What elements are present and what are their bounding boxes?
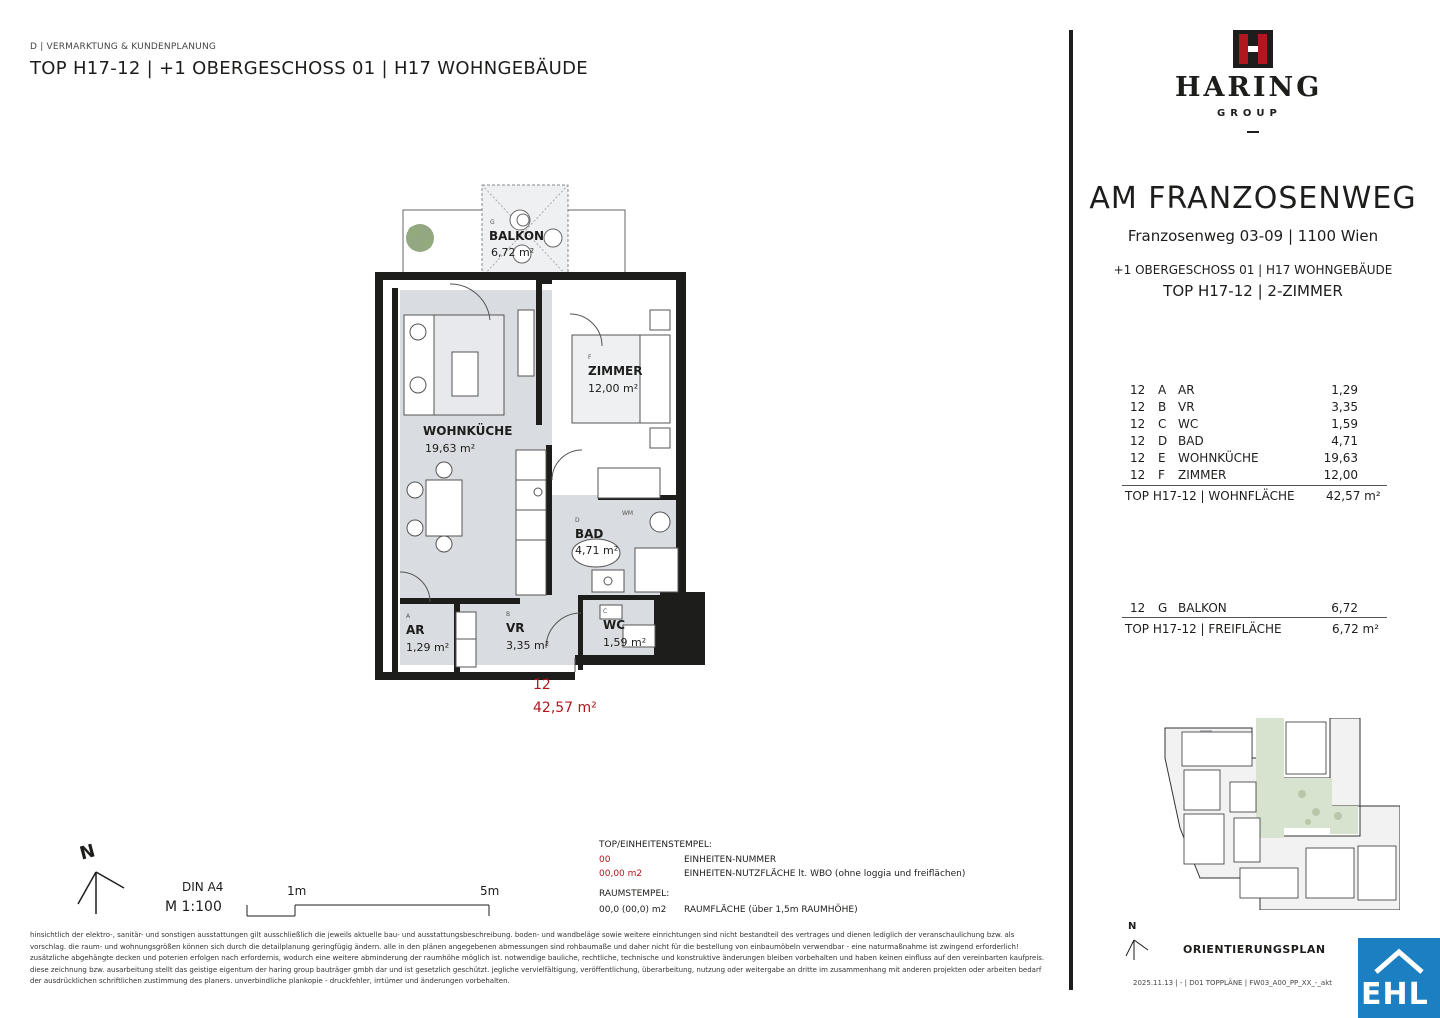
scale-mark-1m: 1m xyxy=(287,884,307,898)
table-rule xyxy=(1122,617,1387,618)
room-letter-wc: C xyxy=(603,608,608,615)
row-nr: 12 xyxy=(1130,434,1146,448)
legend-code-area xyxy=(599,869,642,879)
row-letter: F xyxy=(1158,468,1165,482)
unit-area: 42,57 m² xyxy=(533,700,597,716)
row-room: WOHNKÜCHE xyxy=(1178,451,1259,465)
scale-ratio: M 1:100 xyxy=(165,899,222,915)
legend-room-code: 00,0 (00,0) m2 xyxy=(599,905,667,915)
brand-subtitle: GROUP xyxy=(1217,108,1282,119)
row-nr: 12 xyxy=(1130,400,1146,414)
row-area: 4,71 xyxy=(1331,434,1358,448)
table-rule xyxy=(1122,485,1387,486)
total-label: TOP H17-12 | WOHNFLÄCHE xyxy=(1125,489,1295,503)
room-area-ar: 1,29 m² xyxy=(406,641,450,654)
row-room: VR xyxy=(1178,400,1195,414)
row-area: 19,63 xyxy=(1323,451,1358,465)
table-row xyxy=(1130,400,1390,417)
ehl-house-icon xyxy=(1358,938,1440,978)
room-label-balkon: BALKON xyxy=(489,229,545,243)
legend-room-title: RAUMSTEMPEL: xyxy=(599,889,670,899)
room-letter-zimmer: F xyxy=(588,354,592,361)
project-top: TOP H17-12 | 2-ZIMMER xyxy=(1163,282,1343,300)
disclaimer-line: vorschlag. die raum- und wohnungsgrößen können sich durch die detailplanung geringfügig ändern. alle in den plänen angegebenen abmessungen sind rohbaumaße und daher nicht für die bestellung von einbaumöbeln verwendbar - eine naturmaßnahme ist zwingend erforderlich! xyxy=(30,942,1019,951)
outdoor-value: 6,72 m² xyxy=(1332,622,1380,636)
row-area: 1,59 xyxy=(1331,417,1358,431)
disclaimer-line: der ausdrücklichen schriftlichen zustimmung des planers. unverbindliche plankopie - druckfehler, irrtümer und änderungen vorbehalten. xyxy=(30,977,510,985)
scale-bar xyxy=(245,900,493,920)
floor-plan xyxy=(370,180,710,680)
legend-room-text: RAUMFLÄCHE (über 1,5m RAUMHÖHE) xyxy=(684,905,858,915)
room-area-zimmer: 12,00 m² xyxy=(588,382,639,395)
room-letter-ar: A xyxy=(406,613,411,620)
row-letter: E xyxy=(1158,451,1166,465)
table-row xyxy=(1130,383,1390,400)
scale-mark-5m: 5m xyxy=(480,884,500,898)
row-room: BALKON xyxy=(1178,601,1227,615)
room-label-bad: BAD xyxy=(575,527,604,541)
legend-code-number xyxy=(599,855,610,865)
room-area-vr: 3,35 m² xyxy=(506,639,550,652)
project-floor: +1 OBERGESCHOSS 01 | H17 WOHNGEBÄUDE xyxy=(1113,263,1393,277)
room-area-wohnkueche: 19,63 m² xyxy=(425,442,476,455)
footer-meta: 2025.11.13 | - | D01 TOPPLÄNE | FW03_A00_PP_XX_-_akt xyxy=(1133,979,1332,987)
legend-text-area: EINHEITEN-NUTZFLÄCHE lt. WBO (ohne loggia und freiflächen) xyxy=(684,869,966,879)
row-letter: G xyxy=(1158,601,1168,615)
room-letter-bad: D xyxy=(575,517,580,524)
room-area-balkon: 6,72 m² xyxy=(491,246,535,259)
unit-number: 12 xyxy=(533,677,551,693)
outdoor-label: TOP H17-12 | FREIFLÄCHE xyxy=(1125,622,1282,636)
row-nr: 12 xyxy=(1130,383,1146,397)
disclaimer-line: hinsichtlich der elektro-, sanitär- und sonstigen ausstattungen gilt ausschließlich die jeweils aktuelle bau- und ausstattungsbeschreibung. boden- und wandbeläge sowie weitere einrichtungen sind nicht bestandteil des vertrages und dienen lediglich der veranschaulichung bzw. als xyxy=(30,931,1015,939)
row-room: AR xyxy=(1178,383,1195,397)
room-label-wc: WC xyxy=(603,618,626,632)
orientation-north-letter: N xyxy=(1128,921,1137,932)
vertical-divider xyxy=(1069,30,1073,990)
legend-text-number: EINHEITEN-NUMMER xyxy=(684,855,777,865)
balcony-plant-icon xyxy=(406,224,434,252)
brand-dash xyxy=(1247,131,1259,133)
north-letter: N xyxy=(77,840,98,865)
row-room: ZIMMER xyxy=(1178,468,1227,482)
row-room: WC xyxy=(1178,417,1199,431)
row-letter: B xyxy=(1158,400,1167,414)
haring-logo-icon xyxy=(1233,30,1273,68)
table-row xyxy=(1130,434,1390,451)
room-area-bad: 4,71 m² xyxy=(575,544,619,557)
page-title: TOP H17-12 | +1 OBERGESCHOSS 01 | H17 WOHNGEBÄUDE xyxy=(30,58,588,79)
room-area-wc: 1,59 m² xyxy=(603,636,647,649)
table-row xyxy=(1130,468,1390,485)
room-label-wohnkueche: WOHNKÜCHE xyxy=(423,424,513,438)
row-area: 1,29 xyxy=(1331,383,1358,397)
project-title: AM FRANZOSENWEG xyxy=(1089,181,1417,216)
row-letter: D xyxy=(1158,434,1168,448)
legend-title: TOP/EINHEITENSTEMPEL: xyxy=(599,840,712,850)
row-nr: 12 xyxy=(1130,451,1146,465)
paper-format: DIN A4 xyxy=(182,880,224,894)
room-label-zimmer: ZIMMER xyxy=(588,364,643,378)
row-nr: 12 xyxy=(1130,601,1146,615)
room-label-ar: AR xyxy=(406,623,425,637)
row-room: BAD xyxy=(1178,434,1204,448)
row-letter: A xyxy=(1158,383,1167,397)
row-letter: C xyxy=(1158,417,1167,431)
brand-name: HARING xyxy=(1175,72,1323,103)
legend-code-number-value: 00 xyxy=(599,855,611,865)
table-row xyxy=(1130,417,1390,434)
disclaimer-text xyxy=(30,930,1050,988)
table-row xyxy=(1130,451,1390,468)
room-letter-vr: B xyxy=(506,611,511,618)
project-address: Franzosenweg 03-09 | 1100 Wien xyxy=(1127,227,1379,245)
department-label: D | VERMARKTUNG & KUNDENPLANUNG xyxy=(30,42,217,52)
table-row xyxy=(1130,601,1390,618)
disclaimer-line: diese zeichnung bzw. ausarbeitung stellt das geistige eigentum der haring group bauträger gmbh dar und ist gesetzlich geschützt. jegliche vervielfältigung, veröffentlichung, überarbeitung, nutzung oder weitergabe an dritte im zusammenhang mit anderen projekten oder arbeiten bedarf xyxy=(30,965,1042,974)
row-area: 12,00 xyxy=(1323,468,1358,482)
orientation-label: ORIENTIERUNGSPLAN xyxy=(1183,943,1326,956)
room-letter-balkon: G xyxy=(490,219,495,226)
legend-code-area-value: 00,00 m2 xyxy=(599,869,643,879)
row-nr: 12 xyxy=(1130,468,1146,482)
row-nr: 12 xyxy=(1130,417,1146,431)
room-label-vr: VR xyxy=(506,621,525,635)
total-value: 42,57 m² xyxy=(1326,489,1381,503)
row-area: 3,35 xyxy=(1331,400,1358,414)
disclaimer-line: zusätzliche abgehängte decken und poterien erfolgen nach erfordernis, wodurch eine weitere abminderung der raumhöhe möglich ist. notwendige bauliche, rechtliche, technische und konstruktive änderungen bleiben vorbehalten und haben keinen einfluss auf den vereinbarten kaufpreis. xyxy=(30,954,1045,962)
row-area: 6,72 xyxy=(1331,601,1358,615)
wm-mark: WM xyxy=(622,510,634,517)
outdoor-table xyxy=(1130,601,1390,621)
orientation-site-plan xyxy=(1160,718,1400,910)
ehl-logo-text: EHL xyxy=(1361,977,1429,1012)
